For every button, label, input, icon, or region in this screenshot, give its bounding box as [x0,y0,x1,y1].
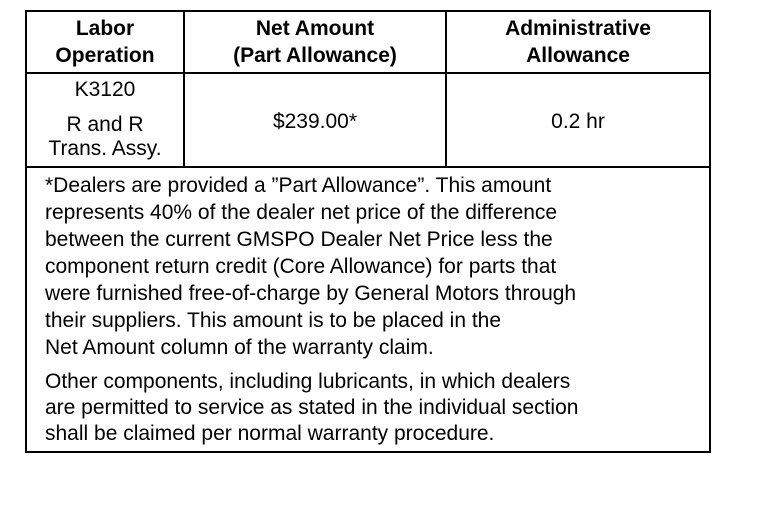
footnote-line: *Dealers are provided a ”Part Allowance”. This amount [45,174,552,197]
net-amount-value: $239.00* [272,110,358,133]
labor-operation-desc-line1: R and R [66,113,144,136]
footnote-line: their suppliers. This amount is to be placed in the [45,309,502,332]
header-labor-operation [27,15,183,69]
header-net-amount-line1: Net Amount [255,17,375,40]
footnote-line: component return credit (Core Allowance) for parts that [45,255,557,278]
footnote-part-allowance [45,172,705,361]
footnote-line: Net Amount column of the warranty claim. [45,336,434,359]
cell-net-amount [185,108,445,135]
labor-operation-code: K3120 [74,78,136,101]
header-labor-operation-line1: Labor [75,17,135,40]
administrative-allowance-value: 0.2 hr [551,110,605,133]
footnote-line: between the current GMSPO Dealer Net Price less the [45,228,553,251]
footnote-section [45,172,705,447]
cell-labor-operation [27,76,183,161]
cell-administrative-allowance [447,108,709,135]
allowance-table [25,10,711,453]
footnote-line: represents 40% of the dealer net price of the difference [45,201,558,224]
header-administrative-allowance-line1: Administrative [505,17,651,40]
footnote-line: were furnished free-of-charge by General Motors through [45,282,577,305]
row-divider [27,166,709,168]
header-administrative-allowance-line2: Allowance [526,44,630,67]
header-labor-operation-line2: Operation [55,44,155,67]
header-administrative-allowance [447,15,709,69]
footnote-line: are permitted to service as stated in the individual section [45,396,579,419]
labor-operation-desc-line2: Trans. Assy. [48,137,162,160]
header-divider [27,72,709,74]
header-net-amount-line2: (Part Allowance) [233,44,397,67]
header-net-amount [185,15,445,69]
footnote-other-components [45,369,705,447]
footnote-line: Other components, including lubricants, in which dealers [45,370,571,393]
footnote-line: shall be claimed per normal warranty procedure. [45,422,495,445]
